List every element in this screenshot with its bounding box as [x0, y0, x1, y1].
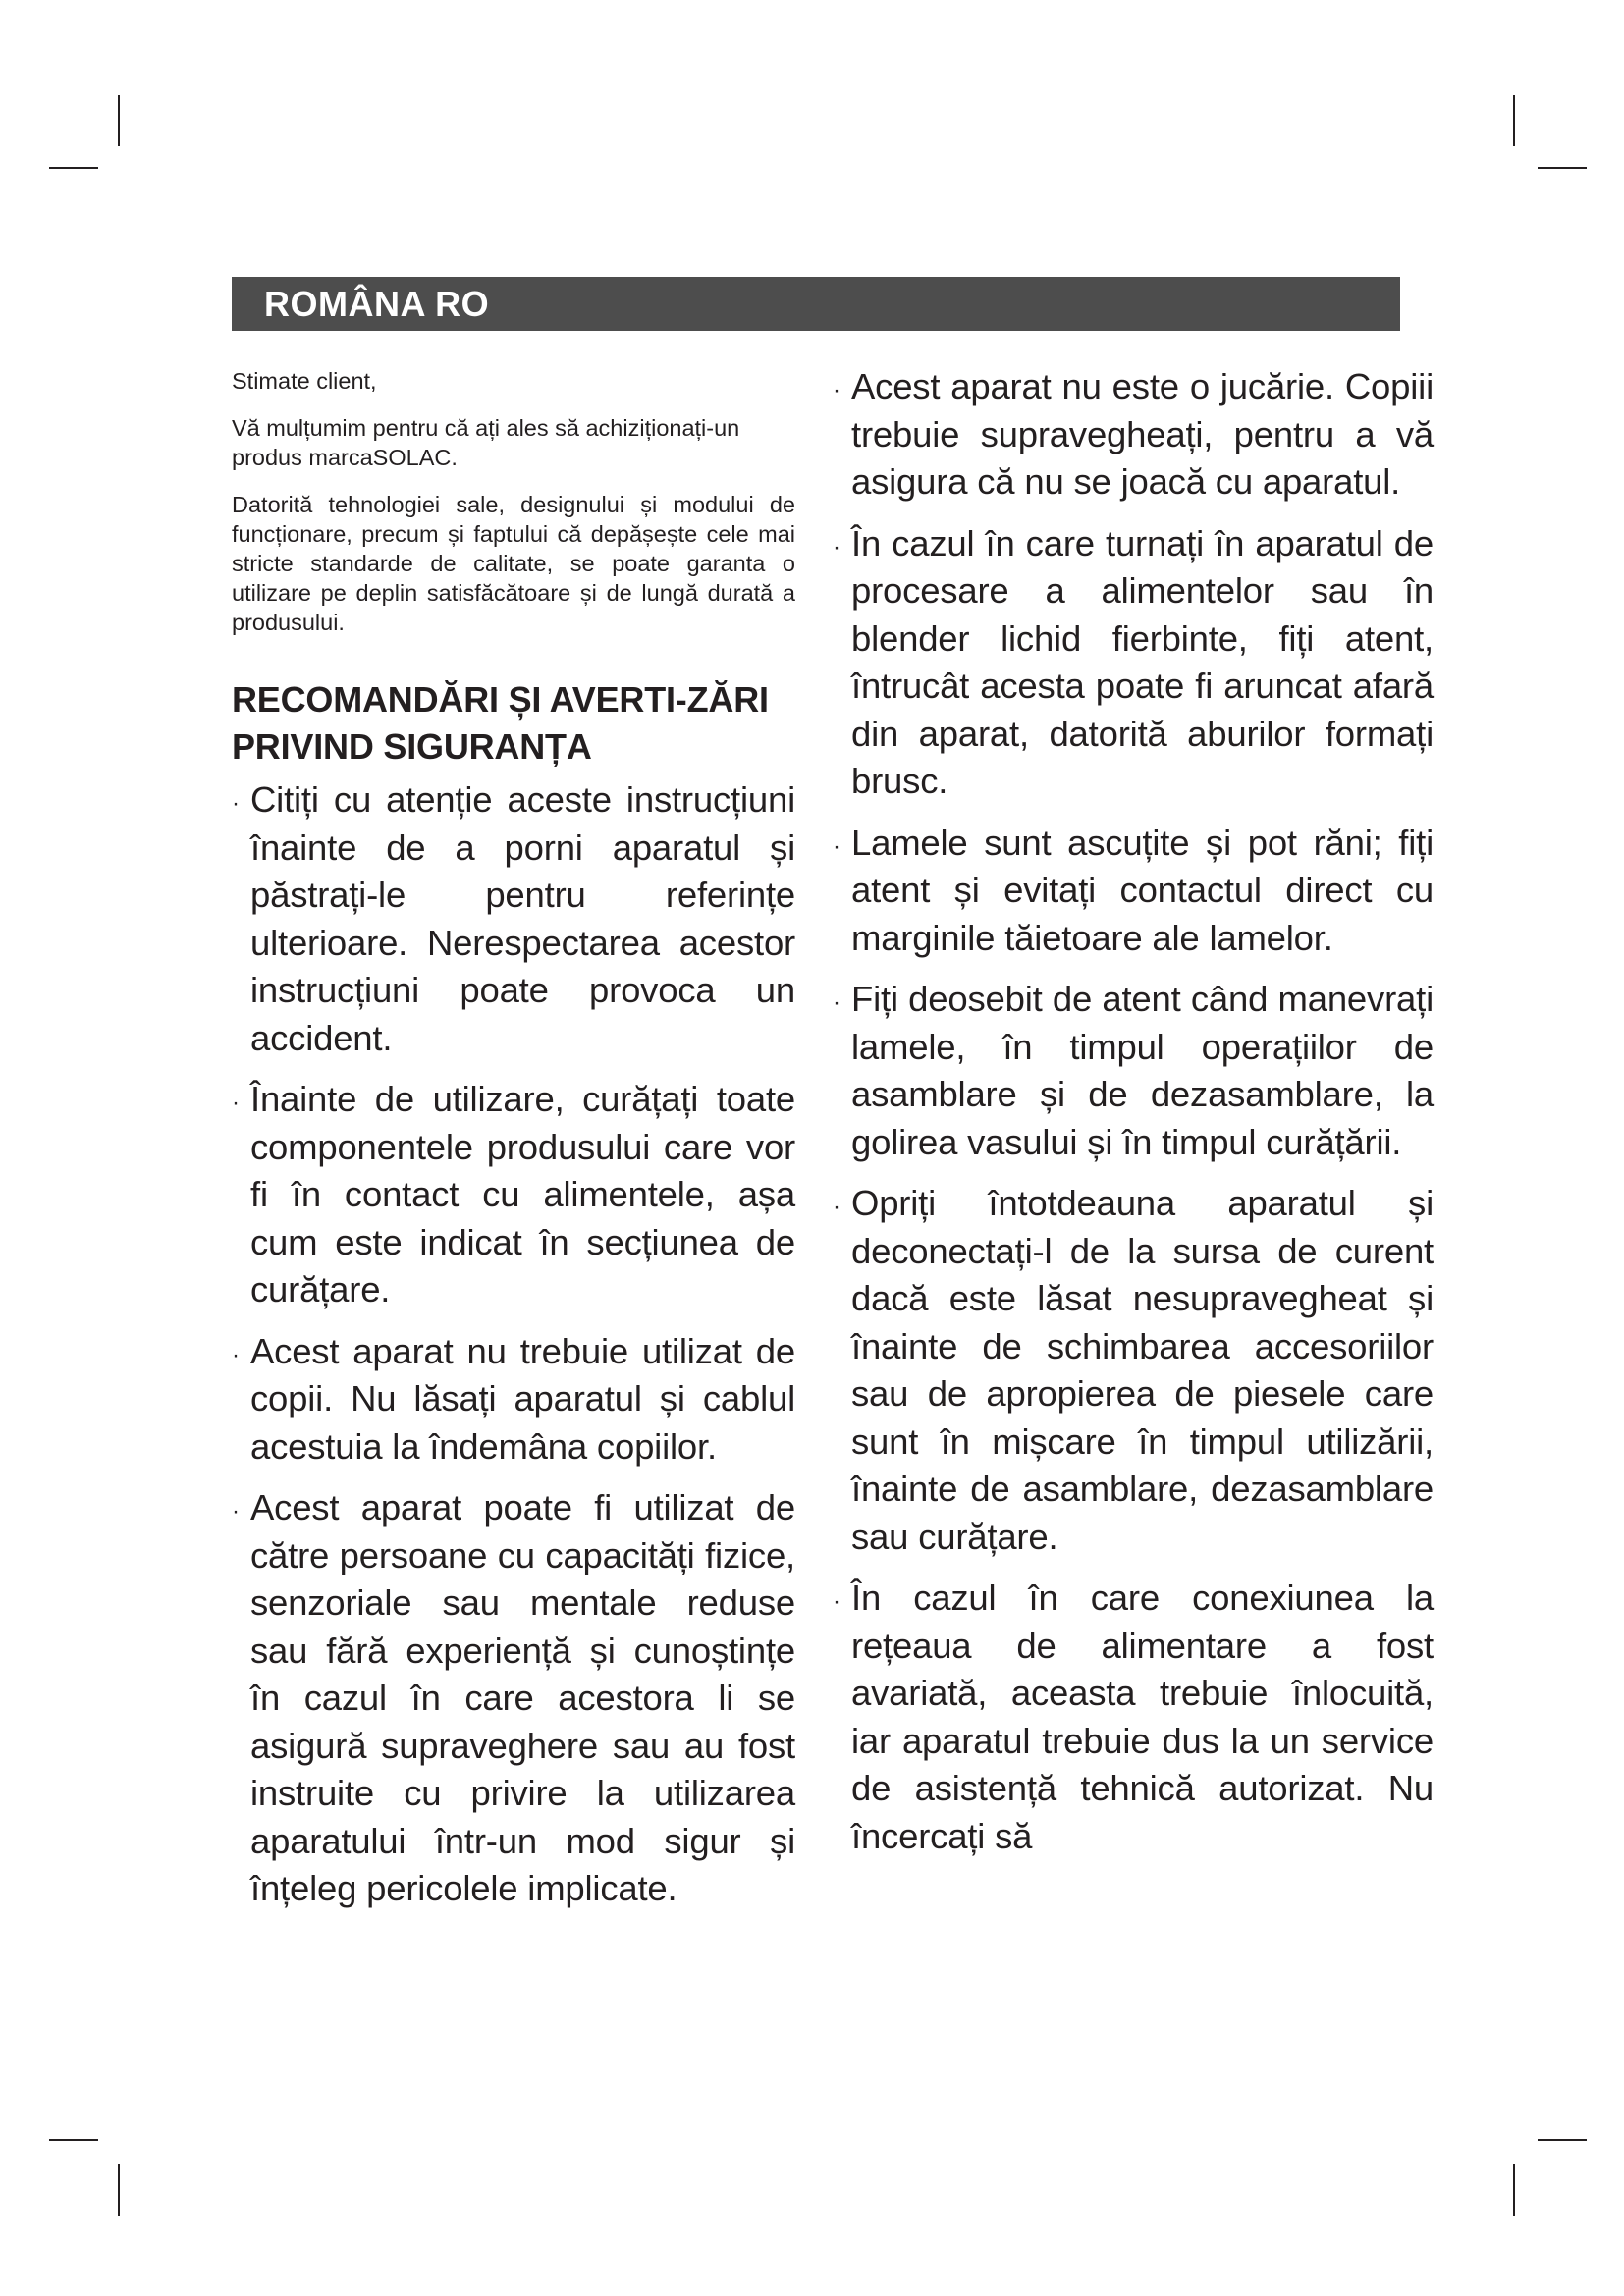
crop-mark-top-left-vertical — [118, 95, 120, 146]
right-column — [833, 363, 1434, 1874]
safety-bullet — [232, 1484, 795, 1913]
bullet-marker: · — [232, 1498, 240, 1524]
language-header-bar — [232, 277, 1400, 331]
safety-bullet — [232, 1328, 795, 1471]
safety-bullet-text: Opriți întotdeauna aparatul și deconectați-l de la sursa de curent dacă este lăsat nesupravegheat și înainte de schimbarea accesoriilor sau de apropierea de piesele care sunt în mișcare în timpul utilizării, înainte de asamblare, dezasamblare sau curățare. — [851, 1183, 1434, 1557]
safety-bullet-text: Acest aparat nu trebuie utilizat de copii. Nu lăsați aparatul și cablul acestuia la îndemâna copiilor. — [250, 1330, 795, 1467]
safety-bullet — [833, 820, 1434, 963]
safety-bullet — [833, 520, 1434, 806]
safety-bullet-text: Citiți cu atenție aceste instrucțiuni înainte de a porni aparatul și păstrați-le pentru referințe ulterioare. Nerespectarea acestor instrucțiuni poate provoca un accident. — [250, 779, 795, 1058]
bullet-marker: · — [833, 989, 840, 1016]
crop-mark-top-right-horizontal — [1538, 167, 1587, 169]
language-header-title: ROMÂNA RO — [264, 283, 490, 324]
left-column — [232, 366, 795, 1927]
crop-mark-bottom-left-horizontal — [49, 2139, 98, 2141]
bullet-marker: · — [232, 1341, 240, 1368]
safety-bullet — [232, 1076, 795, 1314]
safety-bullet-text: Acest aparat poate fi utilizat de către persoane cu capacități fizice, senzoriale sau mentale reduse sau fără experiență și cunoștințe în cazul în care acestora li se asigură supraveghere sau au fost instruite cu privire la utilizarea aparatului într-un mod sigur și înțeleg pericolele implicate. — [250, 1487, 795, 1908]
crop-mark-bottom-left-vertical — [118, 2164, 120, 2216]
safety-bullet-text: În cazul în care conexiunea la rețeaua de alimentare a fost avariată, aceasta trebuie înlocuită, iar aparatul trebuie dus la un service de asistență tehnică autorizat. Nu încercați să — [851, 1577, 1434, 1856]
crop-mark-bottom-right-vertical — [1513, 2164, 1515, 2216]
crop-mark-top-right-vertical — [1513, 95, 1515, 146]
safety-bullet-text: Fiți deosebit de atent când manevrați lamele, în timpul operațiilor de asamblare și de dezasamblare, la golirea vasului și în timpul curățării. — [851, 979, 1434, 1162]
bullet-marker: · — [833, 1194, 840, 1220]
safety-bullet — [833, 976, 1434, 1166]
safety-section-title: RECOMANDĂRI ȘI AVERTI-ZĂRI PRIVIND SIGURANȚA — [232, 679, 769, 767]
safety-bullet — [833, 1575, 1434, 1860]
greeting: Stimate client, — [232, 368, 377, 394]
bullet-marker: · — [833, 832, 840, 860]
crop-mark-top-left-horizontal — [49, 167, 98, 169]
safety-bullet — [232, 776, 795, 1062]
safety-bullet — [833, 363, 1434, 507]
bullet-marker: · — [232, 1090, 240, 1116]
product-quality-paragraph: Datorită tehnologiei sale, designului și modului de funcționare, precum și faptului că depășește cele mai stricte standarde de calitate, se poate garanta o utilizare pe deplin satisfăcătoare și de lungă durată a produsului. — [232, 492, 795, 635]
bullet-marker: · — [833, 1588, 840, 1615]
thank-you-paragraph: Vă mulțumim pentru că ați ales să achiziționați-un produs marcaSOLAC. — [232, 415, 740, 470]
safety-bullet-text: În cazul în care turnați în aparatul de procesare a alimentelor sau în blender lichid fierbinte, fiți atent, întrucât acesta poate fi aruncat afară din aparat, datorită aburilor formați brusc. — [851, 522, 1434, 801]
safety-bullet-text: Lamele sunt ascuțite și pot răni; fiți atent și evitați contactul direct cu marginile tăietoare ale lamelor. — [851, 822, 1434, 958]
bullet-marker: · — [232, 790, 240, 817]
safety-bullet-text: Acest aparat nu este o jucărie. Copiii trebuie supravegheați, pentru a vă asigura că nu se joacă cu aparatul. — [851, 366, 1434, 502]
bullet-marker: · — [833, 377, 840, 403]
safety-bullet-text: Înainte de utilizare, curățați toate componentele produsului care vor fi în contact cu alimentele, așa cum este indicat în secțiunea de curățare. — [250, 1079, 795, 1309]
safety-bullet — [833, 1180, 1434, 1561]
bullet-marker: · — [833, 533, 840, 561]
crop-mark-bottom-right-horizontal — [1538, 2139, 1587, 2141]
